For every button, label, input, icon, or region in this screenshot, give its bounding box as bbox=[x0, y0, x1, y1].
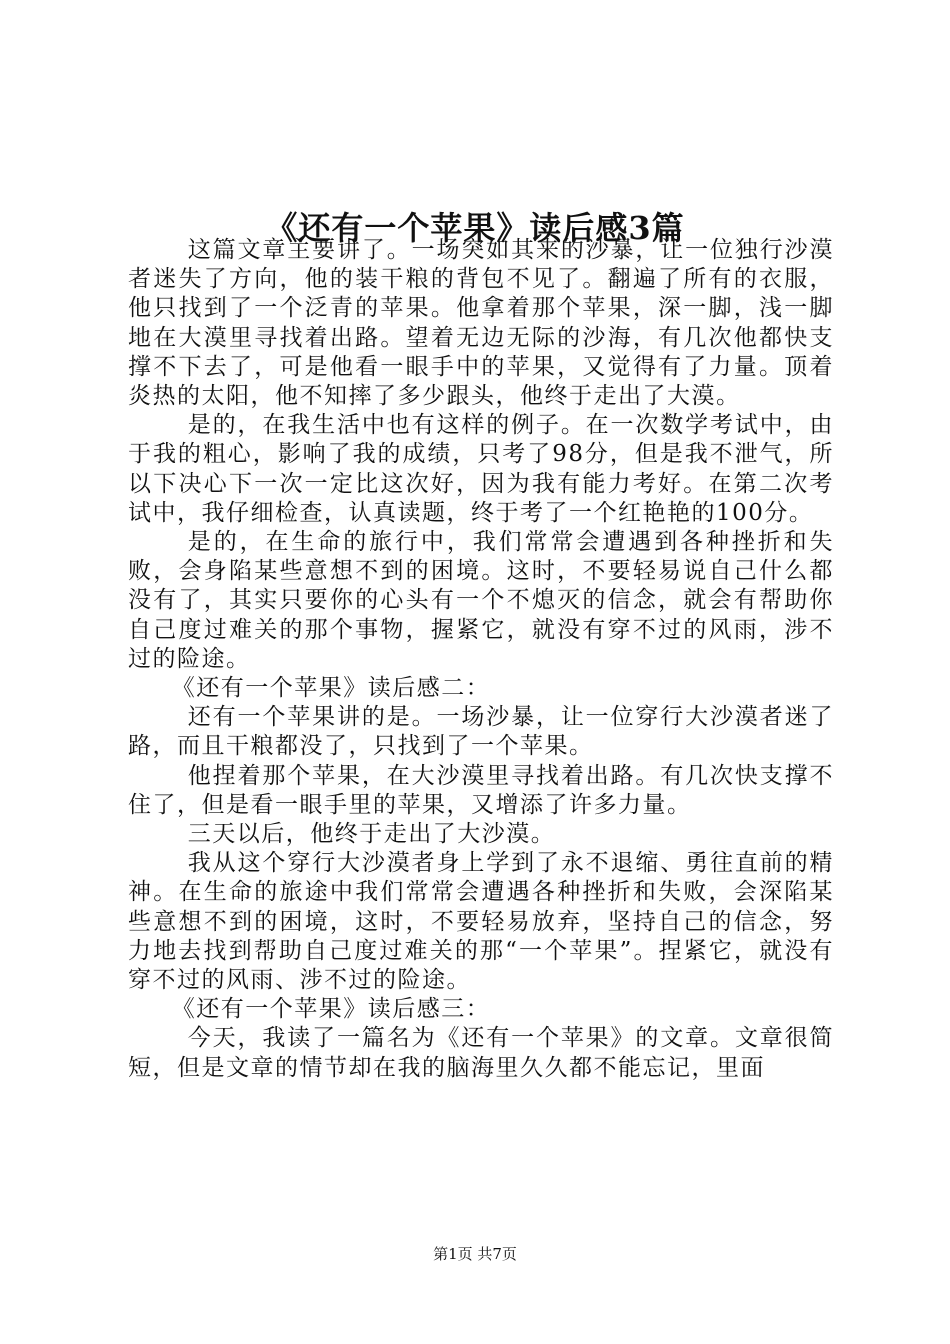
paragraph-8: 今天，我读了一篇名为《还有一个苹果》的文章。文章很简短，但是文章的情节却在我的脑海里久久都不能忘记，里面 bbox=[128, 1025, 834, 1081]
section-heading-2: 《还有一个苹果》读后感二： bbox=[171, 675, 491, 702]
paragraph-4: 还有一个苹果讲的是。一场沙暴，让一位穿行大沙漠者迷了路，而且干粮都没了，只找到了一个苹果。 bbox=[128, 704, 834, 760]
page-footer: 第1页 共7页 bbox=[433, 1245, 517, 1263]
paragraph-1: 这篇文章主要讲了。一场突如其来的沙暴，让一位独行沙漠者迷失了方向，他的装干粮的背包不见了。翻遍了所有的衣服，他只找到了一个泛青的苹果。他拿着那个苹果，深一脚，浅一脚地在大漠里寻找着出路。望着无边无际的沙海，有几次他都快支撑不下去了，可是他看一眼手中的苹果，又觉得有了力量。顶着炎热的太阳，他不知摔了多少跟头，他终于走出了大漠。 bbox=[128, 237, 834, 410]
paragraph-7: 我从这个穿行大沙漠者身上学到了永不退缩、勇往直前的精神。在生命的旅途中我们常常会遭遇各种挫折和失败，会深陷某些意想不到的困境，这时，不要轻易放弃，坚持自己的信念，努力地去找到帮助自己度过难关的那“一个苹果”。捏紧它，就没有穿不过的风雨、涉不过的险途。 bbox=[128, 850, 834, 994]
paragraph-5: 他捏着那个苹果，在大沙漠里寻找着出路。有几次快支撑不住了，但是看一眼手里的苹果，又增添了许多力量。 bbox=[128, 762, 834, 818]
section-heading-3: 《还有一个苹果》读后感三： bbox=[171, 996, 491, 1023]
paragraph-3: 是的，在生命的旅行中，我们常常会遭遇到各种挫折和失败，会身陷某些意想不到的困境。这时，不要轻易说自己什么都没有了，其实只要你的心头有一个不熄灭的信念，就会有帮助你自己度过难关的那个事物，握紧它，就没有穿不过的风雨，涉不过的险途。 bbox=[128, 529, 834, 672]
paragraph-2: 是的，在我生活中也有这样的例子。在一次数学考试中，由于我的粗心，影响了我的成绩，只考了98分，但是我不泄气，所以下决心下一次一定比这次好，因为我有能力考好。在第二次考试中，我仔细检查，认真读题，终于考了一个红艳艳的100分。 bbox=[128, 412, 834, 526]
document-body bbox=[128, 236, 834, 1083]
paragraph-6: 三天以后，他终于走出了大沙漠。 bbox=[187, 821, 556, 848]
document-title: 《还有一个苹果》读后感3篇 bbox=[265, 209, 685, 248]
